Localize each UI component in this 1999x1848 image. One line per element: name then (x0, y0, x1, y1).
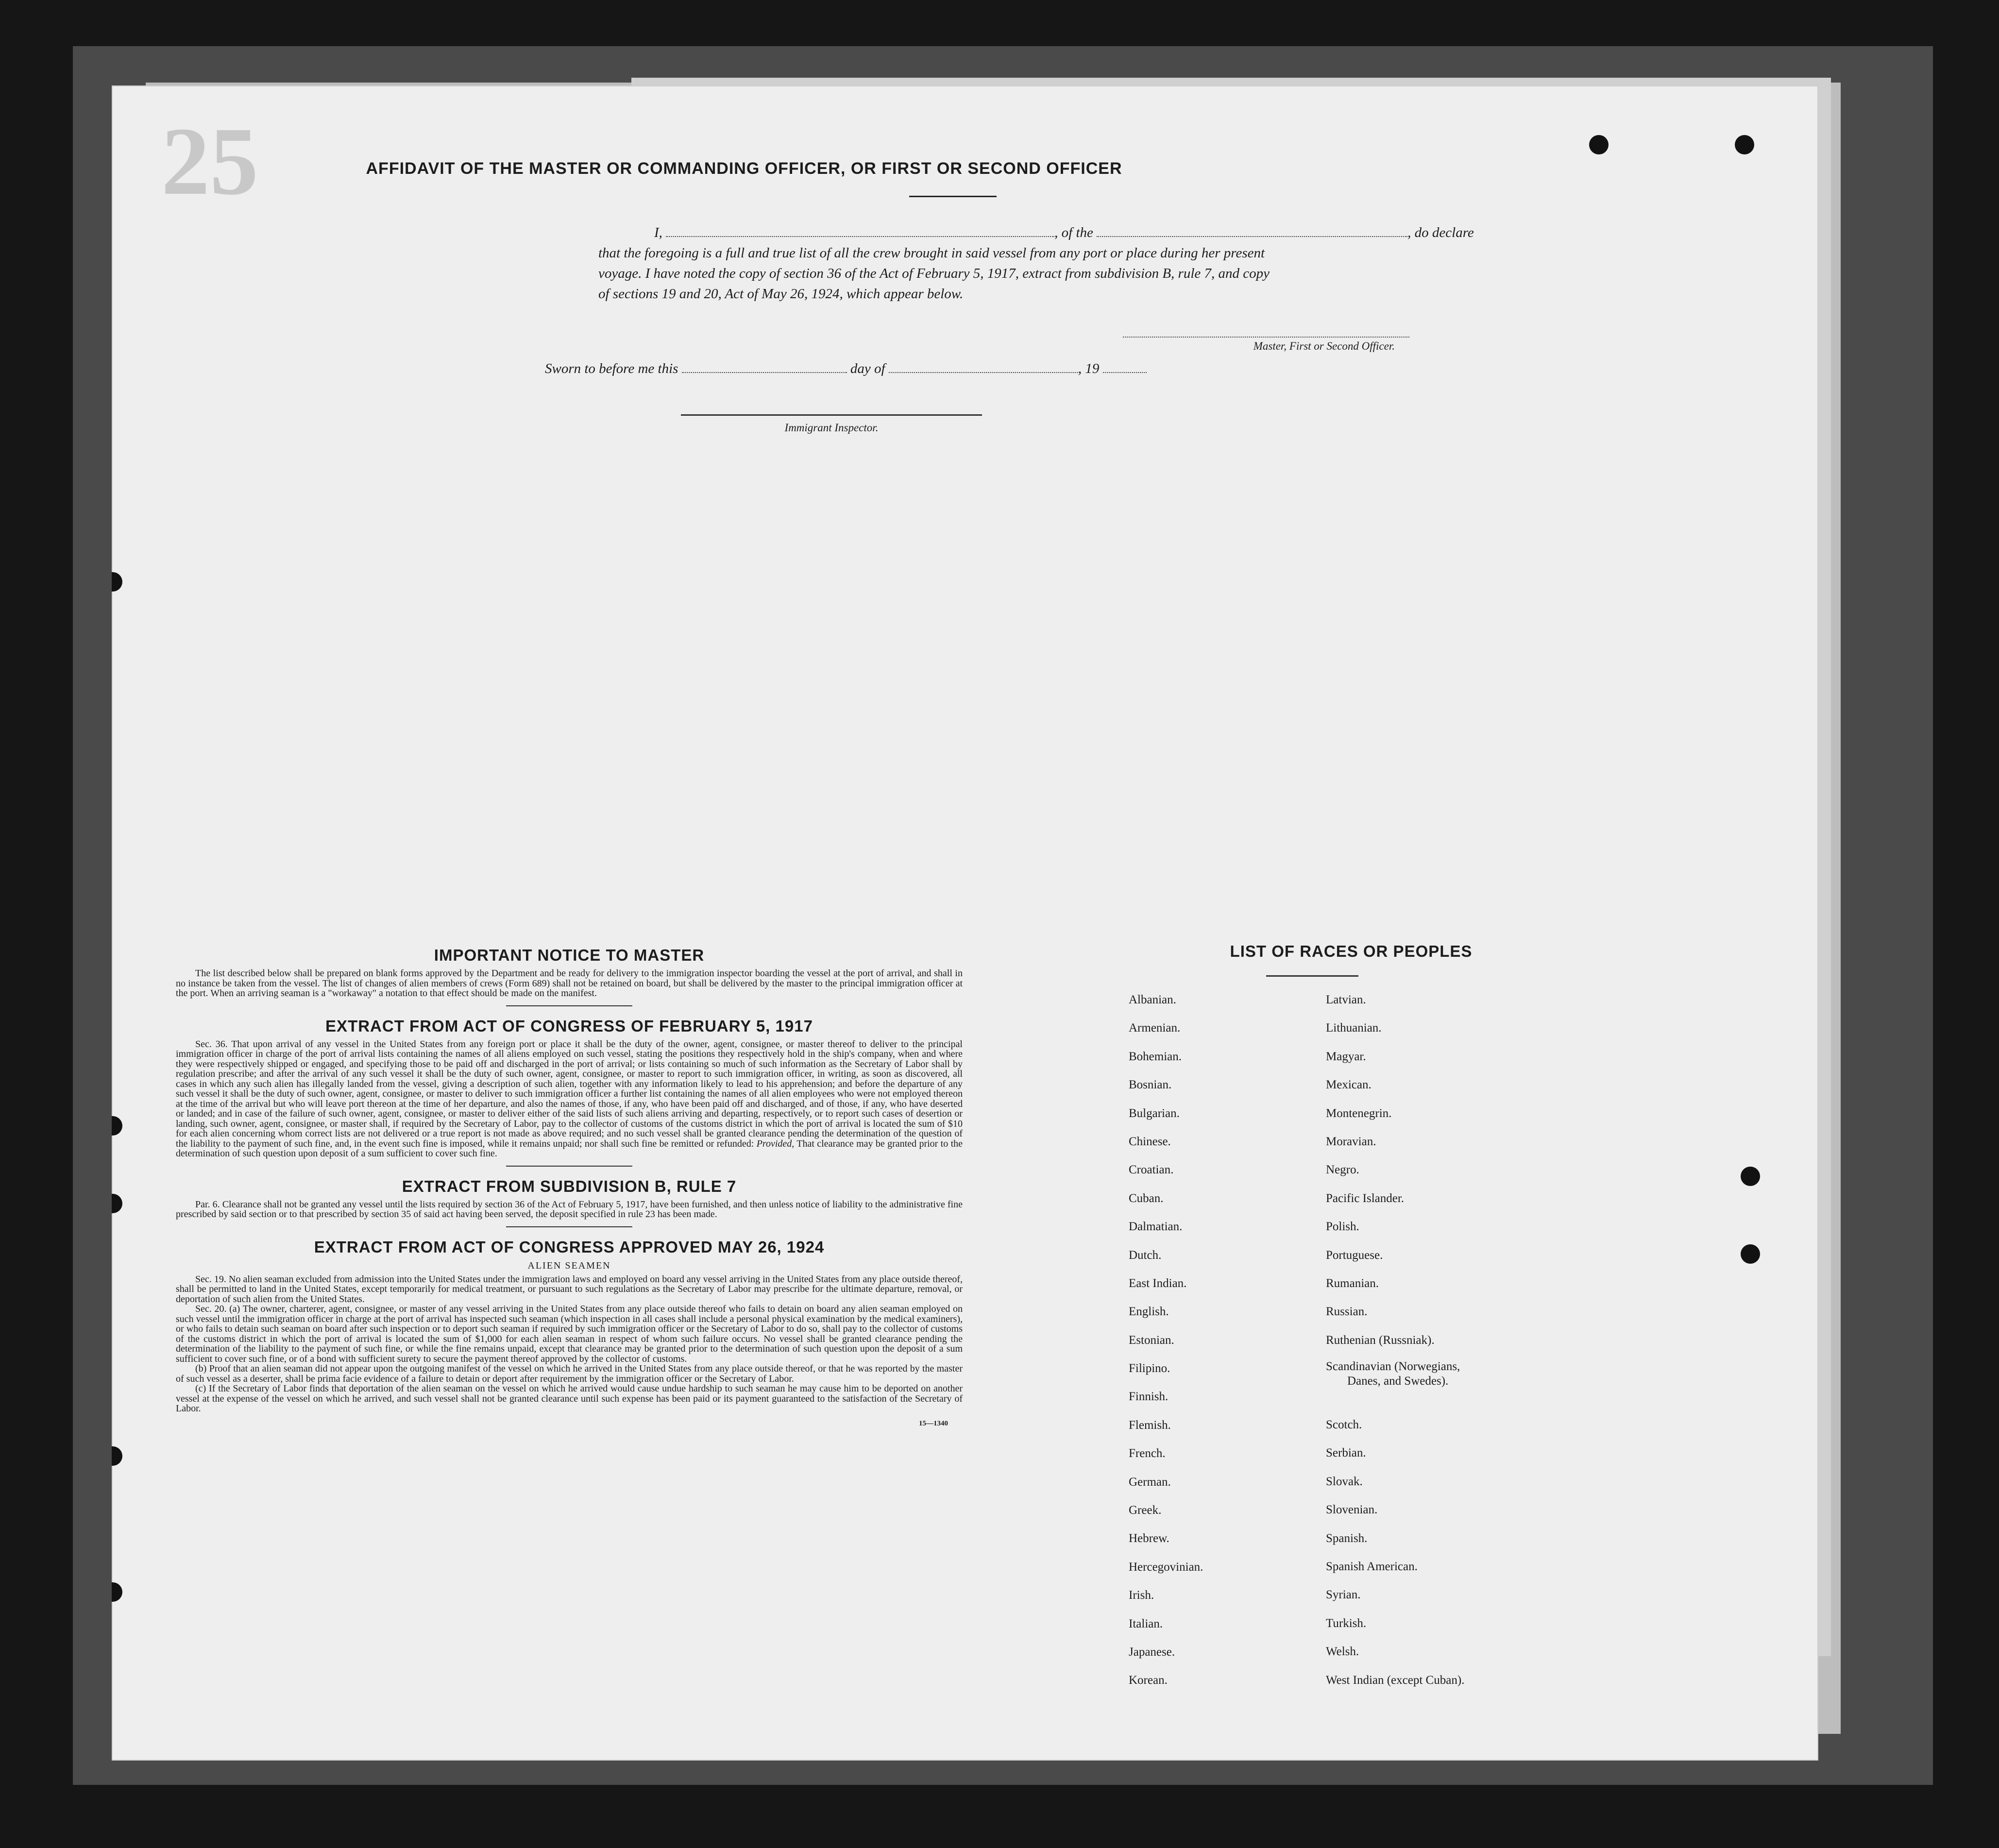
race-item (1326, 1355, 1464, 1411)
race-item: Moravian. (1326, 1135, 1376, 1148)
sec-20b-text: (b) Proof that an alien seaman did not appear upon the outgoing manifest of the vessel on which he arrived in the United States from any place outside thereof, or that he was reported by the master of such vessel as a deserter, shall be prima facie evidence of a failure to detain or deport after requirement by the immigration officer or the Secretary of Labor. (176, 1363, 963, 1384)
race-item: Estonian. (1129, 1333, 1174, 1347)
month-blank (889, 362, 1078, 373)
sec-19-text: No alien seaman excluded from admission into the United States under the immigration laws and employed on board any vessel arriving in the United States from any place outside thereof, shall be permitted to land in the United States, except temporarily for medical treatment, or pursuant to such regulations as the Secretary of Labor may prescribe for the ultimate departure, removal, or deportation of such alien from the United States. (176, 1273, 963, 1305)
sec-19-label: Sec. 19. (195, 1273, 226, 1285)
race-item: Spanish American. (1326, 1560, 1418, 1574)
races-column-2 (1326, 986, 1464, 1695)
notice-body (176, 968, 963, 999)
title-rule (909, 196, 997, 197)
affidavit-line-3: voyage. I have noted the copy of section 36 of the Act of February 5, 1917, extract from subdivision B, rule 7, and copy (598, 266, 1270, 281)
race-item: Russian. (1326, 1305, 1368, 1319)
races-rule (1266, 975, 1358, 977)
affidavit-i: I, (654, 225, 662, 240)
race-item-line: Scandinavian (Norwegians, (1326, 1360, 1460, 1373)
race-item-line: Danes, and Swedes). (1347, 1374, 1449, 1388)
extract-1917-body (176, 1039, 963, 1159)
race-item: German. (1129, 1475, 1171, 1489)
race-item: Finnish. (1129, 1390, 1169, 1404)
sheet-number: 25 (161, 108, 258, 215)
race-item: Dalmatian. (1129, 1220, 1183, 1234)
race-item: East Indian. (1129, 1276, 1187, 1290)
sec-36-text-end: That clearance may be granted prior to the determination of such question upon deposit of a sum sufficient to cover such fine. (176, 1138, 963, 1159)
race-item: Polish. (1326, 1220, 1359, 1234)
race-item: Mexican. (1326, 1078, 1372, 1092)
race-item: Greek. (1129, 1504, 1162, 1517)
binder-hole (1741, 1244, 1760, 1264)
inspector-label: Immigrant Inspector. (784, 422, 879, 434)
extract-1917-title: EXTRACT FROM ACT OF CONGRESS OF FEBRUARY 5, 1917 (325, 1017, 813, 1035)
race-item: Hercegovinian. (1129, 1560, 1203, 1574)
sec-20c-text: (c) If the Secretary of Labor finds that deportation of the alien seaman on the vessel on which he arrived would cause undue hardship to such seaman he may cause him to be deported on another vessel at the expense of the vessel on which he arrived, and such vessel shall not be granted clearance until such expense has been paid or its payment guaranteed to the satisfaction of the Secretary of Labor. (176, 1383, 963, 1414)
race-item: Portuguese. (1326, 1248, 1383, 1262)
sec-20a-text: The owner, charterer, agent, consignee, or master of any vessel arriving in the United States from any place outside thereof who fails to detain on board any alien seaman employed on such vessel until the immigration officer in charge at the port of arrival has inspected such seaman (which inspection in all cases shall include a personal physical examination by the medical examiners), or who fails to detain such seaman on board after such inspection or to deport such seaman if required by such immigration officer or the Secretary of Labor to do so, shall pay to the collector of customs of the customs district in which the port of arrival is located the sum of $1,000 for each alien seaman in respect of whom such failure occurs. No vessel shall be granted clearance pending the determination of the liability to the payment of such fine, or while the fine remains unpaid, except that clearance may be granted prior to the determination of such question upon the deposit of a sum sufficient to cover such fine, or of a bond with sufficient surety to secure the payment thereof approved by the collector of customs. (176, 1304, 963, 1364)
notice-title: IMPORTANT NOTICE TO MASTER (434, 946, 705, 964)
par-6-label: Par. 6. (195, 1199, 220, 1210)
section-rule (506, 1005, 632, 1006)
notice-text: The list described below shall be prepared on blank forms approved by the Department and be ready for delivery to the immigration inspector boarding the vessel at the port of arrival, and shall in no instance be taken from the vessel. The list of changes of alien members of crews (Form 689) shall not be retained on board, but shall be delivered by the master to the principal immigration officer at the port. When an arriving seaman is a "workaway" a notation to that effect should be made on the manifest. (176, 968, 963, 999)
sec-36-label: Sec. 36. (195, 1038, 228, 1050)
alien-seamen-subtitle: ALIEN SEAMEN (527, 1260, 611, 1271)
race-item: Pacific Islander. (1326, 1191, 1405, 1205)
race-item: Slovenian. (1326, 1503, 1378, 1517)
race-item: Negro. (1326, 1163, 1359, 1177)
binder-hole (112, 1446, 122, 1466)
race-item: Latvian. (1326, 993, 1366, 1006)
sec-20-label: Sec. 20. (a) (195, 1304, 240, 1314)
race-item: Italian. (1129, 1617, 1163, 1630)
par-6-text: Clearance shall not be granted any vessel until the lists required by section 36 of the Act of February 5, 1917, have been furnished, and then unless notice of liability to the administrative fine prescribed by said section or to that prescribed by section 35 of said act having been served, the deposit specified in rule 23 has been made. (176, 1199, 963, 1220)
affidavit-text (598, 222, 1531, 304)
sworn-day-of: day of (850, 361, 885, 376)
affidavit-title: AFFIDAVIT OF THE MASTER OR COMMANDING OFFICER, OR FIRST OR SECOND OFFICER (366, 159, 1122, 178)
binder-hole (1589, 135, 1609, 154)
race-item: Filipino. (1129, 1362, 1170, 1375)
rule-7-title: EXTRACT FROM SUBDIVISION B, RULE 7 (402, 1177, 737, 1195)
provided-word: Provided, (756, 1138, 795, 1149)
sec-20c-paragraph (176, 1384, 963, 1414)
vessel-blank (1097, 226, 1407, 237)
year-blank (1103, 362, 1147, 373)
race-item: Syrian. (1326, 1588, 1361, 1602)
binder-hole (1735, 135, 1754, 154)
form-number: 15—1340 (919, 1419, 948, 1427)
race-item: Croatian. (1129, 1163, 1174, 1177)
sworn-year: , 19 (1078, 361, 1100, 376)
race-item: Serbian. (1326, 1446, 1366, 1460)
sec-20a-paragraph (176, 1304, 963, 1364)
race-item: French. (1129, 1447, 1166, 1460)
affidavit-declare: , do declare (1407, 225, 1474, 240)
race-item: English. (1129, 1305, 1169, 1319)
race-item: Welsh. (1326, 1645, 1359, 1659)
section-rule (506, 1166, 632, 1167)
name-blank (666, 226, 1054, 237)
race-item: Albanian. (1129, 993, 1176, 1006)
binder-hole (1741, 1167, 1760, 1186)
race-item: Scotch. (1326, 1418, 1362, 1432)
extract-1924-title: EXTRACT FROM ACT OF CONGRESS APPROVED MAY 26, 1924 (314, 1238, 825, 1256)
sworn-statement (545, 361, 1322, 377)
race-item: Korean. (1129, 1674, 1168, 1687)
race-item: Armenian. (1129, 1021, 1181, 1035)
signature-label: Master, First or Second Officer. (1253, 340, 1395, 352)
race-item: Rumanian. (1326, 1276, 1379, 1290)
sec-19-paragraph (176, 1274, 963, 1305)
document-page (113, 86, 1817, 1760)
race-item: Bulgarian. (1129, 1106, 1180, 1120)
binder-hole (112, 572, 122, 592)
race-item: Cuban. (1129, 1191, 1164, 1205)
affidavit-line-4: of sections 19 and 20, Act of May 26, 1924, which appear below. (598, 286, 964, 302)
inspector-line (681, 414, 982, 416)
affidavit-line-1 (598, 222, 1531, 243)
day-blank (682, 362, 847, 373)
race-item: Slovak. (1326, 1475, 1363, 1488)
sec-36-text: That upon arrival of any vessel in the United States from any foreign port or place it shall be the duty of the owner, agent, consignee, or master thereof to deliver to the principal immigration officer in charge of the port of arrival lists containing the names of all aliens employed on such vessel, stating the positions they respectively hold in the ship's company, when and where they were respectively shipped or engaged, and specifying those to be paid off and discharged in the port of arrival; or lists containing so much of such information as the Secretary of Labor shall by regulation prescribe; and after the arrival of any such vessel it shall be the duty of such owner, agent, consignee, or master to report to such immigration officer, in writing, as soon as discovered, all cases in which any such alien has illegally landed from the vessel, giving a description of such alien, together with any information likely to lead to his apprehension; and before the departure of any such vessel it shall be the duty of such owner, agent, consignee, or master to deliver to such immigration officer a further list containing the names of all alien employees who were not employed thereon at the time of the arrival but who will leave port thereon at the time of her departure, and also the names of those, if any, who have been paid off and discharged, and of those, if any, who have deserted or landed; and in case of the failure of such owner, agent, consignee, or master to deliver either of the said lists of such aliens arriving and departing, respectively, or to report such cases of desertion or landing, such owner, agent, consignee, or master shall, if required by the Secretary of Labor, pay to the collector of customs of the customs district in which the port of arrival is located the sum of $10 for each alien concerning whom correct lists are not delivered or a true report is not made as above required; and no such vessel shall be granted clearance pending the determination of the question of the liability to the payment of such fine, and, in the event such fine is imposed, while it remains unpaid; nor shall such fine be remitted or refunded: (176, 1038, 963, 1149)
races-title: LIST OF RACES OR PEOPLES (1230, 942, 1473, 960)
race-item: Turkish. (1326, 1616, 1367, 1630)
race-item: Magyar. (1326, 1050, 1366, 1063)
race-item: Ruthenian (Russniak). (1326, 1333, 1435, 1347)
race-item: Irish. (1129, 1589, 1154, 1602)
rule-7-body (176, 1200, 963, 1220)
race-item: Japanese. (1129, 1645, 1175, 1659)
sec-20b-paragraph (176, 1364, 963, 1384)
race-item: Bosnian. (1129, 1078, 1172, 1092)
race-item: Chinese. (1129, 1135, 1171, 1148)
race-item: Bohemian. (1129, 1050, 1182, 1063)
binder-hole (112, 1116, 122, 1136)
race-item: Dutch. (1129, 1248, 1162, 1262)
affidavit-line-2: that the foregoing is a full and true list of all the crew brought in said vessel from any port or place during her present (598, 245, 1265, 261)
race-item: Montenegrin. (1326, 1106, 1392, 1120)
sworn-prefix: Sworn to before me this (545, 361, 678, 376)
race-item: Spanish. (1326, 1531, 1368, 1545)
race-item: West Indian (except Cuban). (1326, 1673, 1465, 1687)
notices-column (176, 946, 963, 1428)
binder-hole (112, 1194, 122, 1213)
affidavit-of-the: , of the (1054, 225, 1093, 240)
race-item: Lithuanian. (1326, 1021, 1382, 1035)
binder-hole (112, 1582, 122, 1602)
race-item: Flemish. (1129, 1418, 1171, 1432)
section-rule (506, 1226, 632, 1227)
races-column-1 (1129, 986, 1203, 1695)
race-item: Hebrew. (1129, 1532, 1169, 1545)
signature-line (1123, 337, 1409, 338)
